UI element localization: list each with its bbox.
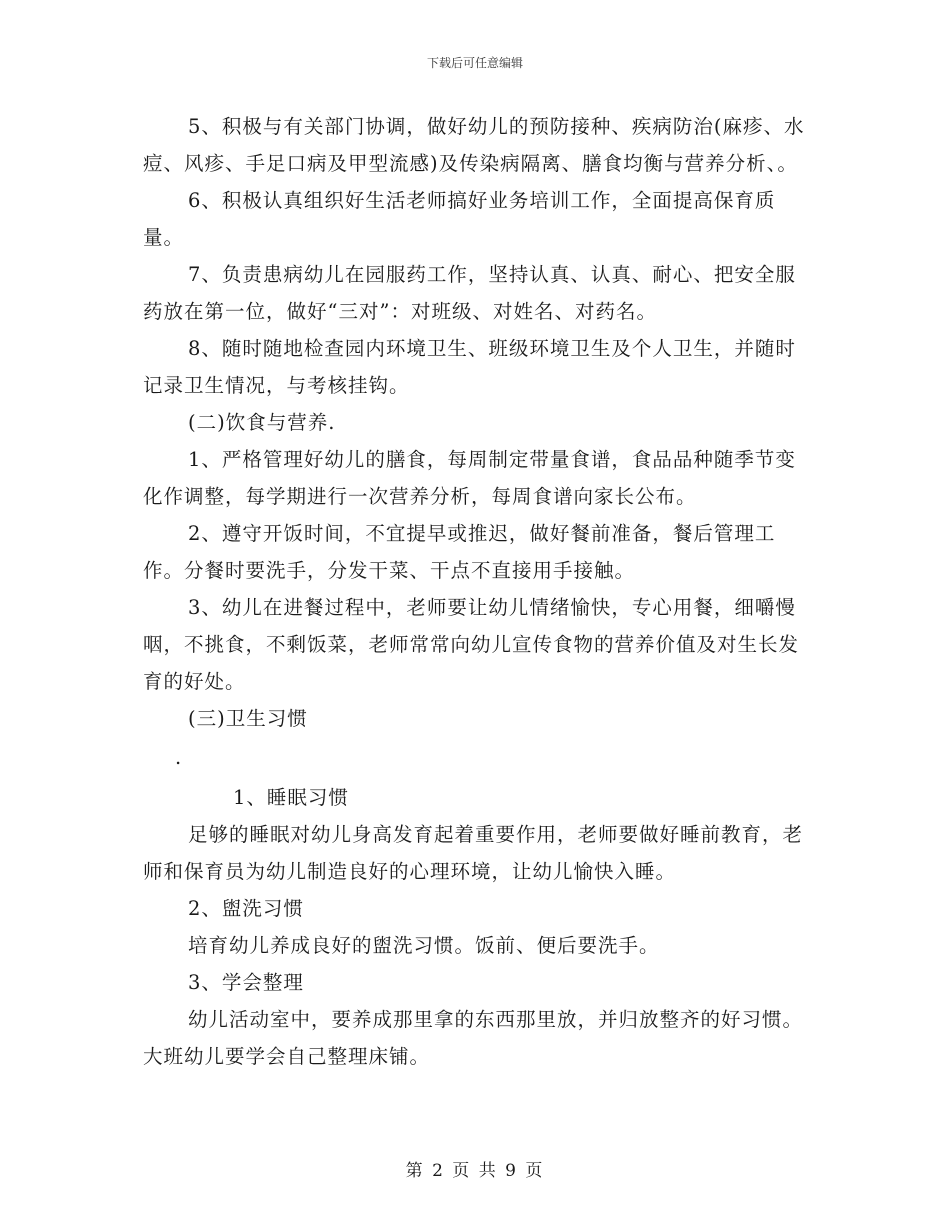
section-heading-hygiene: (三)卫生习惯 — [188, 707, 308, 730]
paragraph-tidying: 幼儿活动室中，要养成那里拿的东西那里放，并归放整齐的好习惯。大班幼儿要学会自己整理床铺。 — [143, 1008, 804, 1068]
paragraph-diet-3: 3、幼儿在进餐过程中，老师要让幼儿情绪愉快，专心用餐，细嚼慢咽，不挑食，不剩饭菜，老师常常向幼儿宣传食物的营养价值及对生长发育的好处。 — [143, 596, 800, 693]
subheading-washing: 2、盥洗习惯 — [188, 897, 304, 920]
paragraph-item-7: 7、负责患病幼儿在园服药工作，坚持认真、认真、耐心、把安全服药放在第一位，做好“三对”：对班级、对姓名、对药名。 — [143, 263, 796, 323]
page-header: 下载后可任意编辑 — [426, 56, 523, 70]
section-heading-diet: (二)饮食与营养. — [188, 411, 336, 434]
subheading-tidying: 3、学会整理 — [188, 971, 304, 994]
stray-dot: . — [175, 746, 183, 769]
document-body — [143, 108, 808, 1075]
paragraph-diet-1: 1、严格管理好幼儿的膳食，每周制定带量食谱，食品品种随季节变化作调整，每学期进行一次营养分析，每周食谱向家长公布。 — [143, 448, 796, 508]
paragraph-item-5: 5、积极与有关部门协调，做好幼儿的预防接种、疾病防治(麻疹、水痘、风疹、手足口病及甲型流感)及传染病隔离、膳食均衡与营养分析、。 — [143, 115, 805, 175]
subheading-sleep: 1、睡眠习惯 — [233, 786, 349, 809]
paragraph-washing: 培育幼儿养成良好的盥洗习惯。饭前、便后要洗手。 — [188, 934, 660, 957]
paragraph-item-8: 8、随时随地检查园内环境卫生、班级环境卫生及个人卫生，并随时记录卫生情况，与考核挂钩。 — [143, 337, 796, 397]
paragraph-item-6: 6、积极认真组织好生活老师搞好业务培训工作，全面提高保育质量。 — [143, 189, 776, 249]
page-number: 第 2 页 共 9 页 — [405, 1161, 545, 1181]
paragraph-sleep: 足够的睡眠对幼儿身高发育起着重要作用，老师要做好睡前教育，老师和保育员为幼儿制造良好的心理环境，让幼儿愉快入睡。 — [143, 823, 804, 883]
paragraph-diet-2: 2、遵守开饭时间，不宜提早或推迟，做好餐前准备，餐后管理工作。分餐时要洗手，分发干菜、干点不直接用手接触。 — [143, 522, 776, 582]
